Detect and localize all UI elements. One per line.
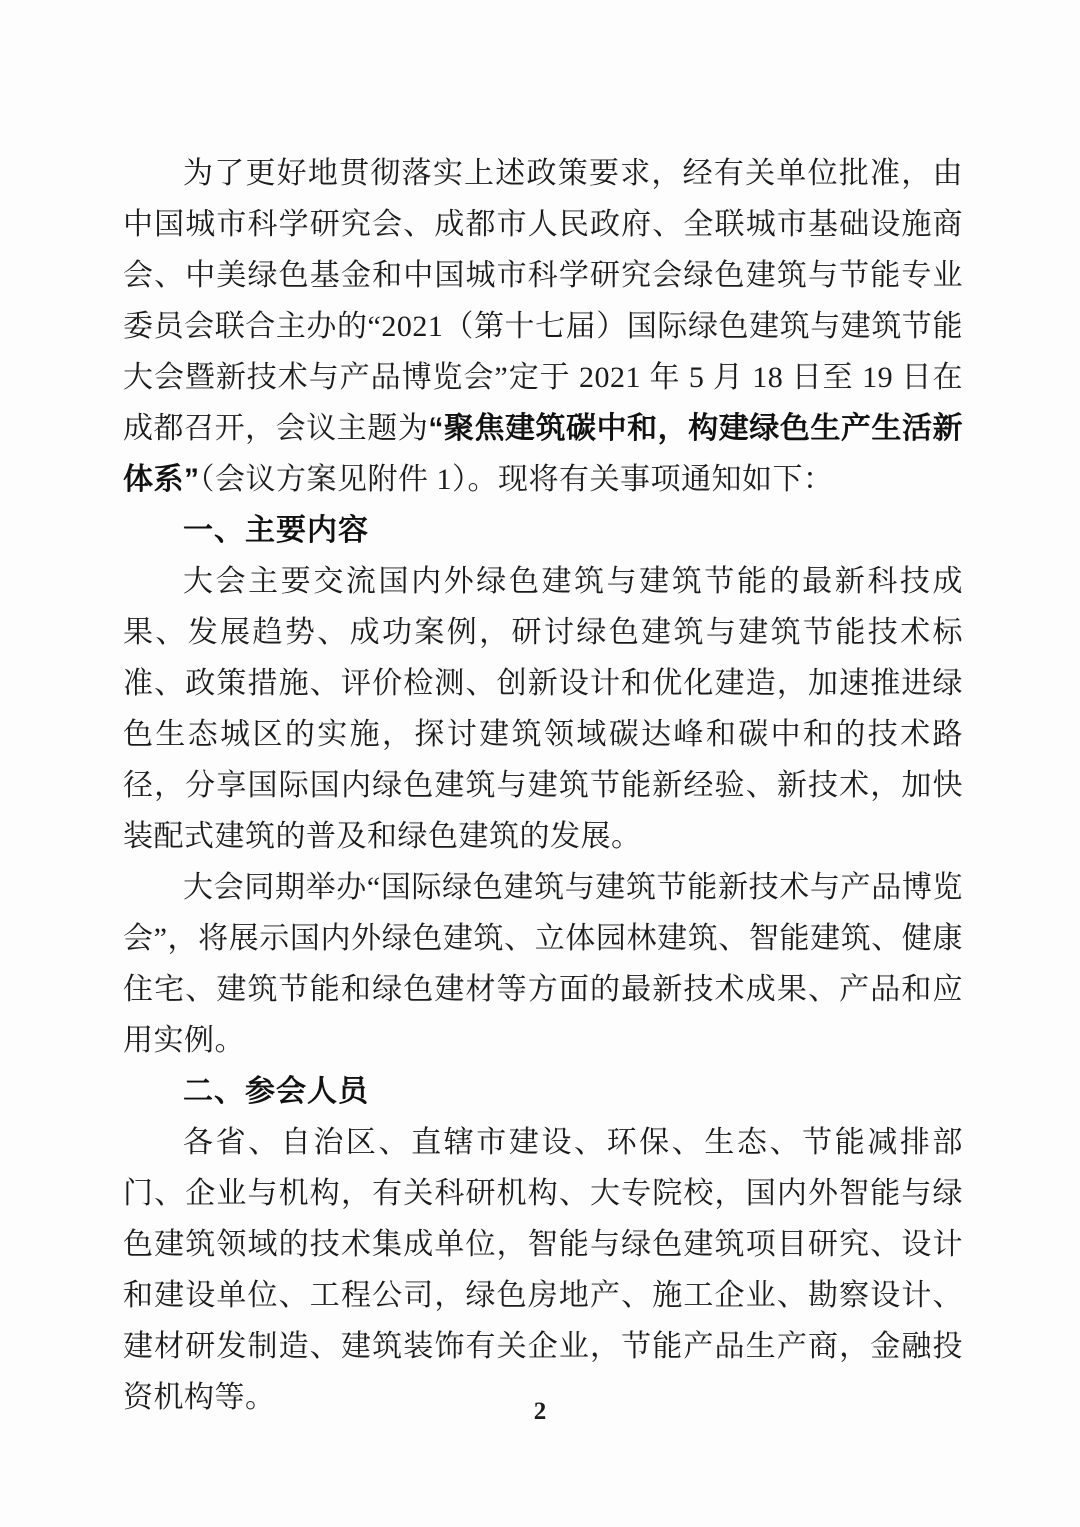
section-heading-attendees: 二、参会人员 (183, 1075, 369, 1108)
page-number: 2 (533, 1398, 547, 1425)
paragraph-attendees: 各省、自治区、直辖市建设、环保、生态、节能减排部门、企业与机构，有关科研机构、大专院校，国内外智能与绿色建筑领域的技术集成单位，智能与绿色建筑项目研究、设计和建设单位、工程公司，绿色房地产、施工企业、勘察设计、建材研发制造、建筑装饰有关企业，节能产品生产商，金融投资机构等。 (123, 1126, 963, 1414)
section-heading-main-content: 一、主要内容 (183, 514, 369, 547)
intro-text-after-theme: （会议方案见附件 1）。现将有关事项通知如下： (199, 463, 834, 496)
paragraph-expo: 大会同期举办“国际绿色建筑与建筑节能新技术与产品博览会”，将展示国内外绿色建筑、立体园林建筑、智能建筑、健康住宅、建筑节能和绿色建材等方面的最新技术成果、产品和应用实例。 (123, 871, 963, 1057)
intro-text-before-theme: 为了更好地贯彻落实上述政策要求，经有关单位批准，由中国城市科学研究会、成都市人民政府、全联城市基础设施商会、中美绿色基金和中国城市科学研究会绿色建筑与节能专业委员会联合主办的“2021（第十七届）国际绿色建筑与建筑节能大会暨新技术与产品博览会”定于 2021 年 5 月 18 日至 19 日在成都召开，会议主题为 (123, 157, 963, 445)
paragraph-main-content: 大会主要交流国内外绿色建筑与建筑节能的最新科技成果、发展趋势、成功案例，研讨绿色建筑与建筑节能技术标准、政策措施、评价检测、创新设计和优化建造，加速推进绿色生态城区的实施，探讨建筑领域碳达峰和碳中和的技术路径，分享国际国内绿色建筑与建筑节能新经验、新技术，加快装配式建筑的普及和绿色建筑的发展。 (123, 565, 963, 853)
paragraph-intro (123, 148, 963, 505)
conference-theme-bold-text: “聚焦建筑碳中和，构建绿色生产生活新体系” (123, 412, 964, 496)
document-body (123, 148, 963, 1423)
